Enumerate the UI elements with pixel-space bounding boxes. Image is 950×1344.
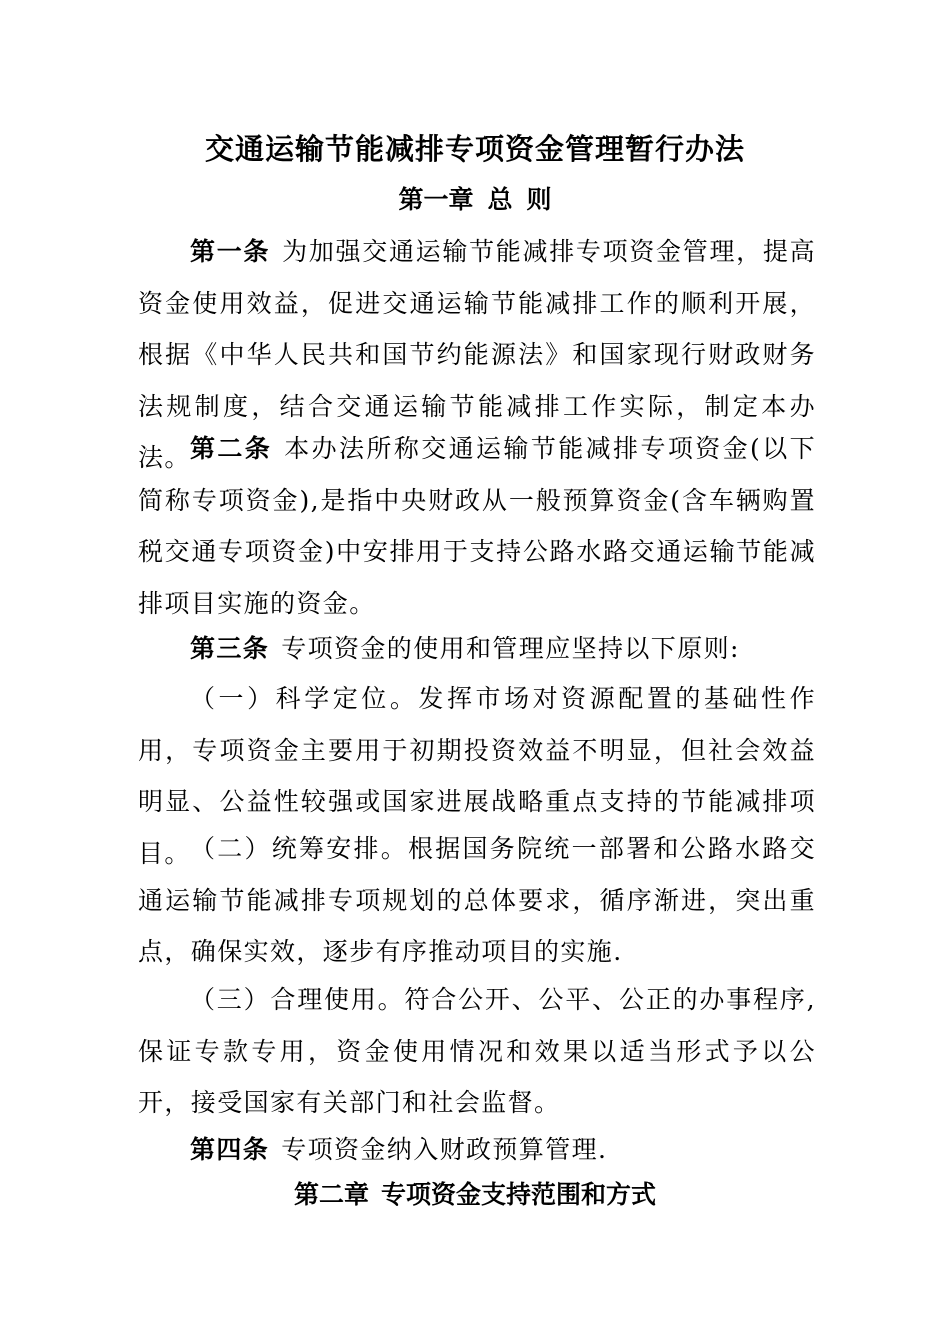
article-3-label: 第三条: [190, 634, 270, 663]
principle-1: （一）科学定位。发挥市场对资源配置的基础性作用，专项资金主要用于初期投资效益不明显，但社会效益明显、公益性较强或国家进展战略重点支持的节能减排项目。: [138, 684, 816, 868]
article-3: [138, 623, 816, 675]
article-4-label: 第四条: [190, 1135, 270, 1164]
chapter-1-name: 总: [487, 185, 513, 214]
chapter-2-name: 专项资金支持范围和方式: [381, 1180, 657, 1209]
chapter-1-label: 第一章: [398, 185, 474, 214]
article-4-text: 专项资金纳入财政预算管理.: [281, 1135, 608, 1164]
chapter-2-label: 第二章: [293, 1180, 369, 1209]
document-title: 交通运输节能减排专项资金管理暂行办法: [204, 132, 745, 166]
chapter-2-heading: [0, 1175, 950, 1215]
article-2: [138, 423, 816, 629]
article-2-text: 本办法所称交通运输节能减排专项资金(以下简称专项资金),是指中央财政从一般预算资金(含车辆购置税交通专项资金)中安排用于支持公路水路交通运输节能减排项目实施的资金。: [138, 434, 817, 618]
article-4: [138, 1124, 816, 1176]
article-3-text: 专项资金的使用和管理应坚持以下原则:: [281, 634, 740, 663]
article-2-label: 第二条: [190, 434, 273, 463]
principle-3: （三）合理使用。符合公开、公平、公正的办事程序,保证专款专用，资金使用情况和效果以适当形式予以公开，接受国家有关部门和社会监督。: [138, 985, 816, 1118]
chapter-1-name-2: 则: [526, 185, 552, 214]
article-1-label: 第一条: [190, 237, 271, 266]
principle-2: （二）统筹安排。根据国务院统一部署和公路水路交通运输节能减排专项规划的总体要求，循序渐进，突出重点，确保实效，逐步有序推动项目的实施.: [138, 834, 816, 967]
article-1-text: 为加强交通运输节能减排专项资金管理，提高资金使用效益，促进交通运输节能减排工作的顺利开展，根据《中华人民共和国节约能源法》和国家现行财政财务法规制度，结合交通运输节能减排工作实际，制定本办法。: [138, 237, 816, 473]
chapter-1-heading: [0, 180, 950, 220]
